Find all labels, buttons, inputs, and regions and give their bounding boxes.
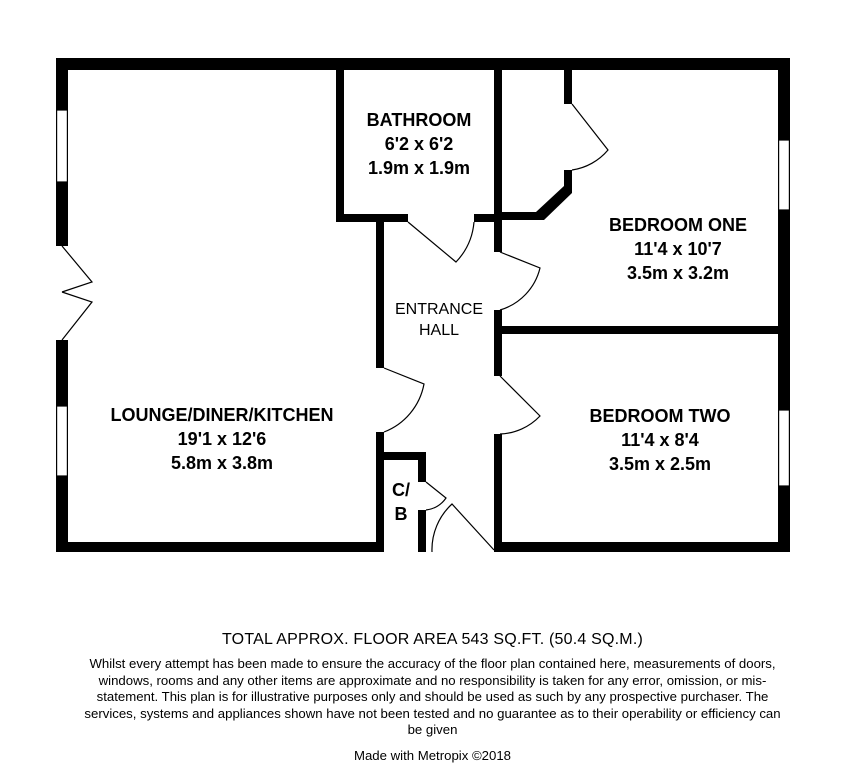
metropix-credit: Made with Metropix ©2018 (353, 748, 512, 763)
entrance-hall-line1: ENTRANCE (394, 301, 484, 318)
bedroom-one-metric: 3.5m x 3.2m (626, 263, 730, 283)
room-lounge (110, 405, 333, 473)
wall-hall-right-lower (494, 434, 502, 552)
wall-closet-right (564, 58, 572, 104)
door-entrance (432, 504, 494, 552)
room-entrance-hall (395, 301, 483, 339)
room-bathroom (367, 110, 472, 178)
window-bedroom-two (779, 410, 790, 486)
wall-cupboard-right (418, 452, 426, 482)
door-french-left-upper (62, 246, 92, 292)
door-bedroom-two (500, 376, 540, 434)
window-lounge-upper (57, 110, 68, 182)
cupboard-line2: B (394, 504, 408, 524)
room-cupboard (392, 480, 410, 524)
wall-bathroom-left (336, 58, 344, 222)
disclaimer-text: Whilst every attempt has been made to ensure the accuracy of the floor plan contained here, measurements of doors, windows, rooms and any other items are approximate and no responsibility is taken for any error, omission, or mis-statement. This plan is for illustrative purposes only and should be used as such by any prospective purchaser. The services, systems and appliances shown have not been tested and no guarantee as to their operability or efficiency can be given (84, 656, 781, 737)
wall-bathroom-bottom (336, 214, 408, 222)
cupboard-line1: C/ (392, 480, 410, 500)
door-bedroom-one (500, 252, 540, 310)
bedroom-one-name: BEDROOM ONE (608, 215, 748, 235)
wall-hall-left-lower (376, 432, 384, 552)
total-floor-area: TOTAL APPROX. FLOOR AREA 543 SQ.FT. (50.4 SQ.M.) (222, 631, 643, 648)
door-closet (572, 104, 608, 170)
room-bedroom-one (609, 215, 747, 283)
wall-closet-right-lower (564, 170, 572, 192)
lounge-imperial: 19'1 x 12'6 (177, 429, 267, 449)
bedroom-two-name: BEDROOM TWO (589, 406, 731, 426)
door-lounge (384, 368, 424, 432)
wall-hall-left-upper (376, 222, 384, 368)
entrance-hall-line2: HALL (418, 322, 460, 339)
lounge-metric: 5.8m x 3.8m (170, 453, 274, 473)
bedroom-two-imperial: 11'4 x 8'4 (621, 430, 699, 450)
door-french-left-lower (62, 292, 92, 340)
lounge-name: LOUNGE/DINER/KITCHEN (110, 405, 334, 425)
room-bedroom-two (590, 406, 731, 474)
window-bedroom-one (779, 140, 790, 210)
wall-hall-right-upper (494, 310, 502, 376)
wall-bedroom-divider (494, 326, 790, 334)
bedroom-two-metric: 3.5m x 2.5m (608, 454, 712, 474)
wall-bath-bed-divider (494, 58, 502, 252)
wall-top (56, 58, 790, 70)
wall-bottom-left (56, 542, 382, 552)
wall-cupboard-right-lower (418, 510, 426, 552)
wall-closet-bottom (500, 212, 540, 220)
bedroom-one-imperial: 11'4 x 10'7 (634, 239, 722, 259)
wall-bottom-right (494, 542, 790, 552)
door-cupboard (426, 482, 446, 510)
door-bathroom (408, 222, 474, 262)
window-lounge-lower (57, 406, 68, 476)
bathroom-metric: 1.9m x 1.9m (367, 158, 471, 178)
bathroom-imperial: 6'2 x 6'2 (384, 134, 454, 154)
bathroom-name: BATHROOM (366, 110, 472, 130)
